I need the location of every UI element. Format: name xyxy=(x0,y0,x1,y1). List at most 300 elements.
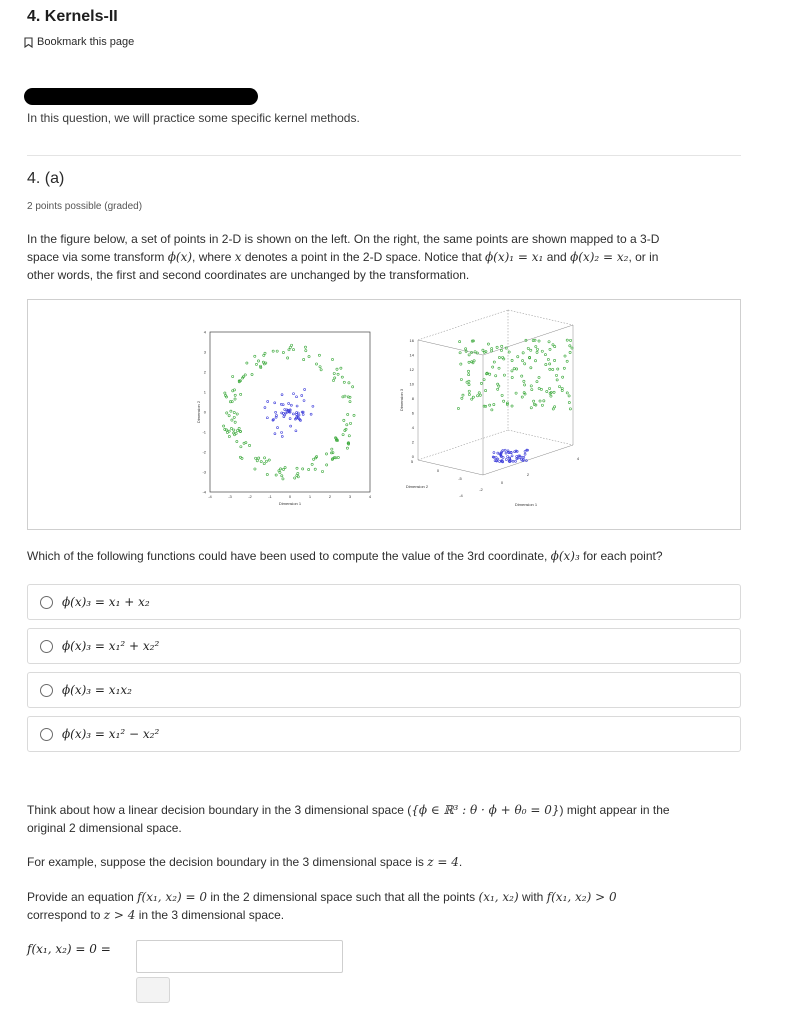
outer-mapped-point xyxy=(523,384,525,386)
right-ztick-label: 14 xyxy=(409,352,414,358)
right-ztick-label: 0 xyxy=(411,454,414,459)
outer-mapped-point xyxy=(482,349,484,351)
inner-cluster-point xyxy=(290,425,292,427)
inner-cluster-point xyxy=(264,407,266,409)
inner-cluster-point xyxy=(277,427,279,429)
outer-ring-point xyxy=(348,382,350,384)
outer-mapped-point xyxy=(468,354,470,356)
outer-ring-point xyxy=(330,452,332,454)
bookmark-icon xyxy=(24,37,33,48)
inner-cluster-point xyxy=(290,404,292,406)
inner-mapped-point xyxy=(495,457,497,459)
inner-cluster-point xyxy=(275,416,277,418)
outer-ring-point xyxy=(289,346,291,348)
provide-part: correspond to xyxy=(27,908,104,922)
inner-mapped-point xyxy=(505,458,507,460)
provide-part: Provide an equation xyxy=(27,890,138,904)
radio-button[interactable] xyxy=(40,640,53,653)
outer-mapped-point xyxy=(536,381,538,383)
outer-mapped-point xyxy=(566,360,568,362)
outer-ring-point xyxy=(255,457,257,459)
outer-mapped-point xyxy=(478,392,480,394)
provide-line-1 xyxy=(27,888,741,906)
outer-mapped-point xyxy=(493,403,495,405)
inner-cluster-point xyxy=(281,435,283,437)
math-boundary-set: {ϕ ∈ ℝ³ : θ · ϕ + θ₀ = 0} xyxy=(411,803,560,817)
outer-mapped-point xyxy=(562,376,564,378)
right-xtick-label: 2 xyxy=(526,472,530,477)
right-xlabel: Dimension 1 xyxy=(514,502,538,507)
option-sum-squares[interactable] xyxy=(27,628,741,664)
outer-mapped-point xyxy=(521,396,523,398)
outer-mapped-point xyxy=(513,368,515,370)
inner-cluster-point xyxy=(296,405,298,407)
answer-label: f(x₁, x₂) = 0 = xyxy=(27,942,111,956)
left-ylabel: Dimension 2 xyxy=(196,400,201,424)
outer-mapped-point xyxy=(468,390,470,392)
outer-mapped-point xyxy=(549,363,551,365)
outer-ring-point xyxy=(287,357,289,359)
provide-part: in the 2 dimensional space such that all the points xyxy=(207,890,479,904)
outer-mapped-point xyxy=(468,361,470,363)
outer-ring-point xyxy=(288,349,290,351)
outer-ring-point xyxy=(254,468,256,470)
right-ytick-label: -5 xyxy=(458,476,462,481)
inner-mapped-point xyxy=(523,456,525,458)
outer-ring-point xyxy=(244,374,246,376)
outer-ring-point xyxy=(235,432,237,434)
outer-mapped-point xyxy=(511,376,513,378)
outer-ring-point xyxy=(340,367,342,369)
outer-mapped-point xyxy=(457,407,459,409)
inner-cluster-point xyxy=(281,394,283,396)
outer-ring-point xyxy=(268,459,270,461)
outer-mapped-point xyxy=(500,349,502,351)
right-ytick-label: 5 xyxy=(410,459,414,464)
option-sum[interactable] xyxy=(27,584,741,620)
outer-ring-point xyxy=(265,460,267,462)
outer-mapped-point xyxy=(498,367,500,369)
outer-ring-point xyxy=(313,458,315,460)
inner-cluster-point xyxy=(284,409,286,411)
option-label: ϕ(x)₃ = x₁² + x₂² xyxy=(62,639,160,653)
outer-ring-point xyxy=(251,373,253,375)
provide-paragraph xyxy=(27,888,741,924)
outer-mapped-point xyxy=(515,392,517,394)
outer-ring-point xyxy=(226,412,228,414)
outer-ring-point xyxy=(334,377,336,379)
outer-mapped-point xyxy=(524,363,526,365)
outer-mapped-point xyxy=(491,409,493,411)
outer-mapped-point xyxy=(535,346,537,348)
inner-cluster-point xyxy=(293,393,295,395)
right-ztick-label: 10 xyxy=(409,381,414,387)
outer-mapped-point xyxy=(474,351,476,353)
outer-ring-point xyxy=(236,413,238,415)
inner-cluster-point xyxy=(296,417,298,419)
outer-mapped-point xyxy=(490,350,492,352)
outer-mapped-point xyxy=(503,374,505,376)
inner-mapped-point xyxy=(497,458,499,460)
outer-ring-point xyxy=(282,478,284,480)
outer-mapped-point xyxy=(557,368,559,370)
right-ztick-label: 12 xyxy=(409,367,414,372)
option-label: ϕ(x)₃ = x₁x₂ xyxy=(62,683,132,697)
points-text: 2 points possible (graded) xyxy=(27,201,143,212)
outer-mapped-point xyxy=(501,394,503,396)
outer-ring-point xyxy=(230,410,232,412)
outer-mapped-point xyxy=(536,351,538,353)
outer-ring-point xyxy=(333,372,335,374)
outer-ring-point xyxy=(234,421,236,423)
bookmark-button[interactable] xyxy=(24,36,134,48)
outer-ring-point xyxy=(233,411,235,413)
outer-ring-point xyxy=(226,431,228,433)
left-xtick-label: 1 xyxy=(308,494,312,499)
outer-mapped-point xyxy=(530,367,532,369)
outer-ring-point xyxy=(344,395,346,397)
outer-ring-point xyxy=(223,425,225,427)
outer-ring-point xyxy=(254,355,256,357)
option-product[interactable] xyxy=(27,672,741,708)
outer-mapped-point xyxy=(530,407,532,409)
outer-mapped-point xyxy=(522,352,524,354)
left-ytick-label: -2 xyxy=(202,449,206,455)
outer-ring-point xyxy=(282,468,284,470)
outer-ring-point xyxy=(266,473,268,475)
outer-ring-point xyxy=(352,386,354,388)
outer-mapped-point xyxy=(552,344,554,346)
math-eq2: ϕ(x)₂ = x₂ xyxy=(570,250,629,264)
outer-mapped-point xyxy=(556,379,558,381)
math-f-eq-0: f(x₁, x₂) = 0 xyxy=(137,890,208,904)
radio-button[interactable] xyxy=(40,596,53,609)
outer-ring-point xyxy=(349,422,351,424)
outer-mapped-point xyxy=(566,392,568,394)
desc-line-1: In the figure below, a set of points in 2-D is shown on the left. On the right, the same points are shown mapped to a 3-D xyxy=(27,232,660,246)
right-xtick-label: 0 xyxy=(500,480,504,485)
divider xyxy=(27,155,741,156)
outer-ring-point xyxy=(332,379,334,381)
outer-mapped-point xyxy=(472,396,474,398)
inner-cluster-point xyxy=(292,413,294,415)
outer-mapped-point xyxy=(566,339,568,341)
left-ytick-label: 4 xyxy=(203,329,206,335)
outer-ring-point xyxy=(255,363,257,365)
inner-cluster-point xyxy=(283,416,285,418)
outer-ring-point xyxy=(236,430,238,432)
inner-mapped-point xyxy=(515,460,517,462)
outer-mapped-point xyxy=(480,382,482,384)
radio-button[interactable] xyxy=(40,728,53,741)
option-diff-squares[interactable] xyxy=(27,716,741,752)
outer-ring-point xyxy=(320,369,322,371)
outer-mapped-point xyxy=(527,347,529,349)
outer-ring-point xyxy=(308,355,310,357)
radio-button[interactable] xyxy=(40,684,53,697)
figure-svg xyxy=(28,300,740,529)
right-ztick-label: 6 xyxy=(411,410,414,416)
right-ztick-label: 4 xyxy=(411,425,414,430)
outer-mapped-point xyxy=(563,367,565,369)
inner-mapped-point xyxy=(524,453,526,455)
inner-cluster-point xyxy=(289,418,291,420)
outer-ring-point xyxy=(305,350,307,352)
outer-ring-point xyxy=(337,373,339,375)
outer-ring-point xyxy=(291,344,293,346)
outer-mapped-point xyxy=(471,398,473,400)
outer-ring-point xyxy=(342,434,344,436)
outer-ring-point xyxy=(318,354,320,356)
outer-mapped-point xyxy=(534,360,536,362)
prompt-part: Which of the following functions could have been used to compute the value of the 3rd coordinate, xyxy=(27,549,551,563)
outer-mapped-point xyxy=(553,359,555,361)
prompt-text xyxy=(27,547,741,565)
left-xtick-label: 0 xyxy=(288,494,292,499)
inner-cluster-point xyxy=(295,430,297,432)
outer-mapped-point xyxy=(538,340,540,342)
outer-mapped-point xyxy=(462,394,464,396)
inner-cluster-point xyxy=(267,400,269,402)
outer-ring-point xyxy=(257,360,259,362)
outer-mapped-point xyxy=(549,348,551,350)
outer-ring-point xyxy=(348,435,350,437)
outer-mapped-point xyxy=(531,389,533,391)
inner-cluster-point xyxy=(301,394,303,396)
outer-mapped-point xyxy=(540,388,542,390)
inner-cluster-point xyxy=(312,405,314,407)
inner-mapped-point xyxy=(507,456,509,458)
outer-ring-point xyxy=(326,464,328,466)
outer-ring-point xyxy=(232,375,234,377)
outer-ring-point xyxy=(319,366,321,368)
example-part: For example, suppose the decision boundary in the 3 dimensional space is xyxy=(27,855,428,869)
outer-ring-point xyxy=(234,394,236,396)
outer-ring-point xyxy=(341,376,343,378)
outer-ring-point xyxy=(240,393,242,395)
right-zlabel: Dimension 3 xyxy=(399,388,404,412)
outer-mapped-point xyxy=(497,388,499,390)
outer-ring-point xyxy=(315,363,317,365)
desc-text: denotes a point in the 2-D space. Notice that xyxy=(241,250,485,264)
outer-mapped-point xyxy=(503,400,505,402)
left-ytick-label: 3 xyxy=(203,349,206,355)
outer-ring-point xyxy=(337,456,339,458)
math-preview-box xyxy=(136,977,170,1003)
math-eq1: ϕ(x)₁ = x₁ xyxy=(484,250,544,264)
inner-cluster-point xyxy=(275,411,277,413)
outer-ring-point xyxy=(325,453,327,455)
outer-ring-point xyxy=(256,460,258,462)
bookmark-label: Bookmark this page xyxy=(37,36,135,48)
outer-ring-point xyxy=(231,419,233,421)
outer-ring-point xyxy=(263,463,265,465)
outer-ring-point xyxy=(314,468,316,470)
question-title: 4. (a) xyxy=(27,170,65,187)
outer-ring-point xyxy=(234,398,236,400)
outer-ring-point xyxy=(303,358,305,360)
answer-input[interactable] xyxy=(136,940,343,973)
outer-ring-point xyxy=(346,424,348,426)
outer-mapped-point xyxy=(508,351,510,353)
outer-ring-point xyxy=(264,352,266,354)
outer-ring-point xyxy=(331,448,333,450)
outer-mapped-point xyxy=(516,368,518,370)
outer-mapped-point xyxy=(546,390,548,392)
outer-ring-point xyxy=(272,350,274,352)
inner-cluster-point xyxy=(280,403,282,405)
inner-cluster-point xyxy=(281,431,283,433)
example-text xyxy=(27,853,741,871)
option-label: ϕ(x)₃ = x₁ + x₂ xyxy=(62,595,150,609)
desc-line-2 xyxy=(27,248,741,266)
outer-ring-point xyxy=(276,350,278,352)
outer-ring-point xyxy=(304,346,306,348)
outer-mapped-point xyxy=(498,356,500,358)
outer-mapped-point xyxy=(547,358,549,360)
outer-ring-point xyxy=(346,447,348,449)
provide-part: in the 3 dimensional space. xyxy=(135,908,285,922)
outer-ring-point xyxy=(294,477,296,479)
outer-mapped-point xyxy=(538,387,540,389)
outer-mapped-point xyxy=(495,375,497,377)
followup-paragraph xyxy=(27,801,741,837)
outer-mapped-point xyxy=(511,405,513,407)
outer-ring-point xyxy=(246,362,248,364)
outer-ring-point xyxy=(281,475,283,477)
inner-mapped-point xyxy=(519,457,521,459)
left-xtick-label: -3 xyxy=(228,494,232,499)
outer-mapped-point xyxy=(483,405,485,407)
outer-mapped-point xyxy=(541,404,543,406)
left-ytick-label: 0 xyxy=(203,409,206,415)
left-xtick-label: -4 xyxy=(208,494,212,499)
inner-mapped-point xyxy=(496,460,498,462)
outer-ring-point xyxy=(343,381,345,383)
outer-ring-point xyxy=(331,358,333,360)
outer-ring-point xyxy=(336,368,338,370)
outer-mapped-point xyxy=(467,370,469,372)
outer-mapped-point xyxy=(544,354,546,356)
outer-ring-point xyxy=(228,435,230,437)
inner-mapped-point xyxy=(512,460,514,462)
outer-mapped-point xyxy=(496,346,498,348)
example-part: . xyxy=(458,855,463,869)
left-ytick-label: 1 xyxy=(203,389,206,395)
outer-mapped-point xyxy=(568,401,570,403)
desc-text: , or in xyxy=(628,250,659,264)
outer-mapped-point xyxy=(543,400,545,402)
right-ztick-label: 2 xyxy=(411,439,414,445)
inner-cluster-point xyxy=(310,413,312,415)
outer-mapped-point xyxy=(533,400,535,402)
outer-mapped-point xyxy=(489,373,491,375)
outer-ring-point xyxy=(308,468,310,470)
prompt-part: for each point? xyxy=(579,549,663,563)
left-ytick-label: -3 xyxy=(202,469,206,475)
outer-mapped-point xyxy=(465,348,467,350)
inner-cluster-point xyxy=(304,388,306,390)
outer-mapped-point xyxy=(511,370,513,372)
outer-ring-point xyxy=(347,413,349,415)
followup-text: Think about how a linear decision boundary in the 3 dimensional space ( xyxy=(27,803,412,817)
outer-ring-point xyxy=(248,444,250,446)
outer-mapped-point xyxy=(489,404,491,406)
inner-mapped-point xyxy=(504,449,506,451)
desc-text: and xyxy=(543,250,571,264)
provide-line-2 xyxy=(27,906,741,924)
inner-cluster-point xyxy=(303,399,305,401)
desc-text: , where xyxy=(192,250,235,264)
outer-mapped-point xyxy=(553,391,555,393)
outer-ring-point xyxy=(224,392,226,394)
outer-mapped-point xyxy=(538,376,540,378)
outer-ring-point xyxy=(321,470,323,472)
intro-text: In this question, we will practice some specific kernel methods. xyxy=(27,111,360,125)
outer-ring-point xyxy=(311,463,313,465)
outer-ring-point xyxy=(236,440,238,442)
outer-mapped-point xyxy=(460,378,462,380)
outer-mapped-point xyxy=(473,360,475,362)
outer-mapped-point xyxy=(555,374,557,376)
outer-mapped-point xyxy=(569,351,571,353)
right-ytick-label: 0 xyxy=(436,468,440,473)
outer-ring-point xyxy=(282,351,284,353)
outer-mapped-point xyxy=(501,345,503,347)
outer-mapped-point xyxy=(536,348,538,350)
math-z-gt-4: z > 4 xyxy=(103,908,136,922)
followup-line-1 xyxy=(27,801,741,819)
inner-cluster-point xyxy=(274,433,276,435)
outer-ring-point xyxy=(349,401,351,403)
math-phi-3: ϕ(x)₃ xyxy=(550,549,580,563)
outer-mapped-point xyxy=(485,389,487,391)
outer-mapped-point xyxy=(548,341,550,343)
inner-mapped-point xyxy=(511,455,513,457)
outer-ring-point xyxy=(233,429,235,431)
desc-line-3: other words, the first and second coordinates are unchanged by the transformation. xyxy=(27,268,470,282)
outer-mapped-point xyxy=(468,383,470,385)
right-xtick-label: -4 xyxy=(459,493,463,498)
outer-mapped-point xyxy=(468,374,470,376)
outer-ring-point xyxy=(302,468,304,470)
outer-ring-point xyxy=(240,446,242,448)
outer-ring-point xyxy=(279,468,281,470)
outer-mapped-point xyxy=(466,381,468,383)
inner-mapped-point xyxy=(497,452,499,454)
outer-ring-point xyxy=(353,414,355,416)
inner-cluster-point xyxy=(296,396,298,398)
left-ytick-label: -1 xyxy=(202,429,206,435)
figure-panel xyxy=(27,299,741,530)
outer-ring-point xyxy=(230,427,232,429)
outer-mapped-point xyxy=(517,356,519,358)
option-label: ϕ(x)₃ = x₁² − x₂² xyxy=(62,727,160,741)
followup-text: ) might appear in the xyxy=(559,803,670,817)
outer-mapped-point xyxy=(491,348,493,350)
right-xtick-label: -2 xyxy=(479,487,483,492)
outer-mapped-point xyxy=(521,360,523,362)
inner-cluster-point xyxy=(295,413,297,415)
outer-ring-point xyxy=(343,419,345,421)
outer-mapped-point xyxy=(511,359,513,361)
outer-mapped-point xyxy=(569,345,571,347)
right-ztick-label: 8 xyxy=(411,396,414,401)
inner-mapped-point xyxy=(493,452,495,454)
left-xtick-label: 2 xyxy=(328,494,332,499)
left-ytick-label: -4 xyxy=(202,489,206,495)
math-phi-x: ϕ(x) xyxy=(167,250,193,264)
